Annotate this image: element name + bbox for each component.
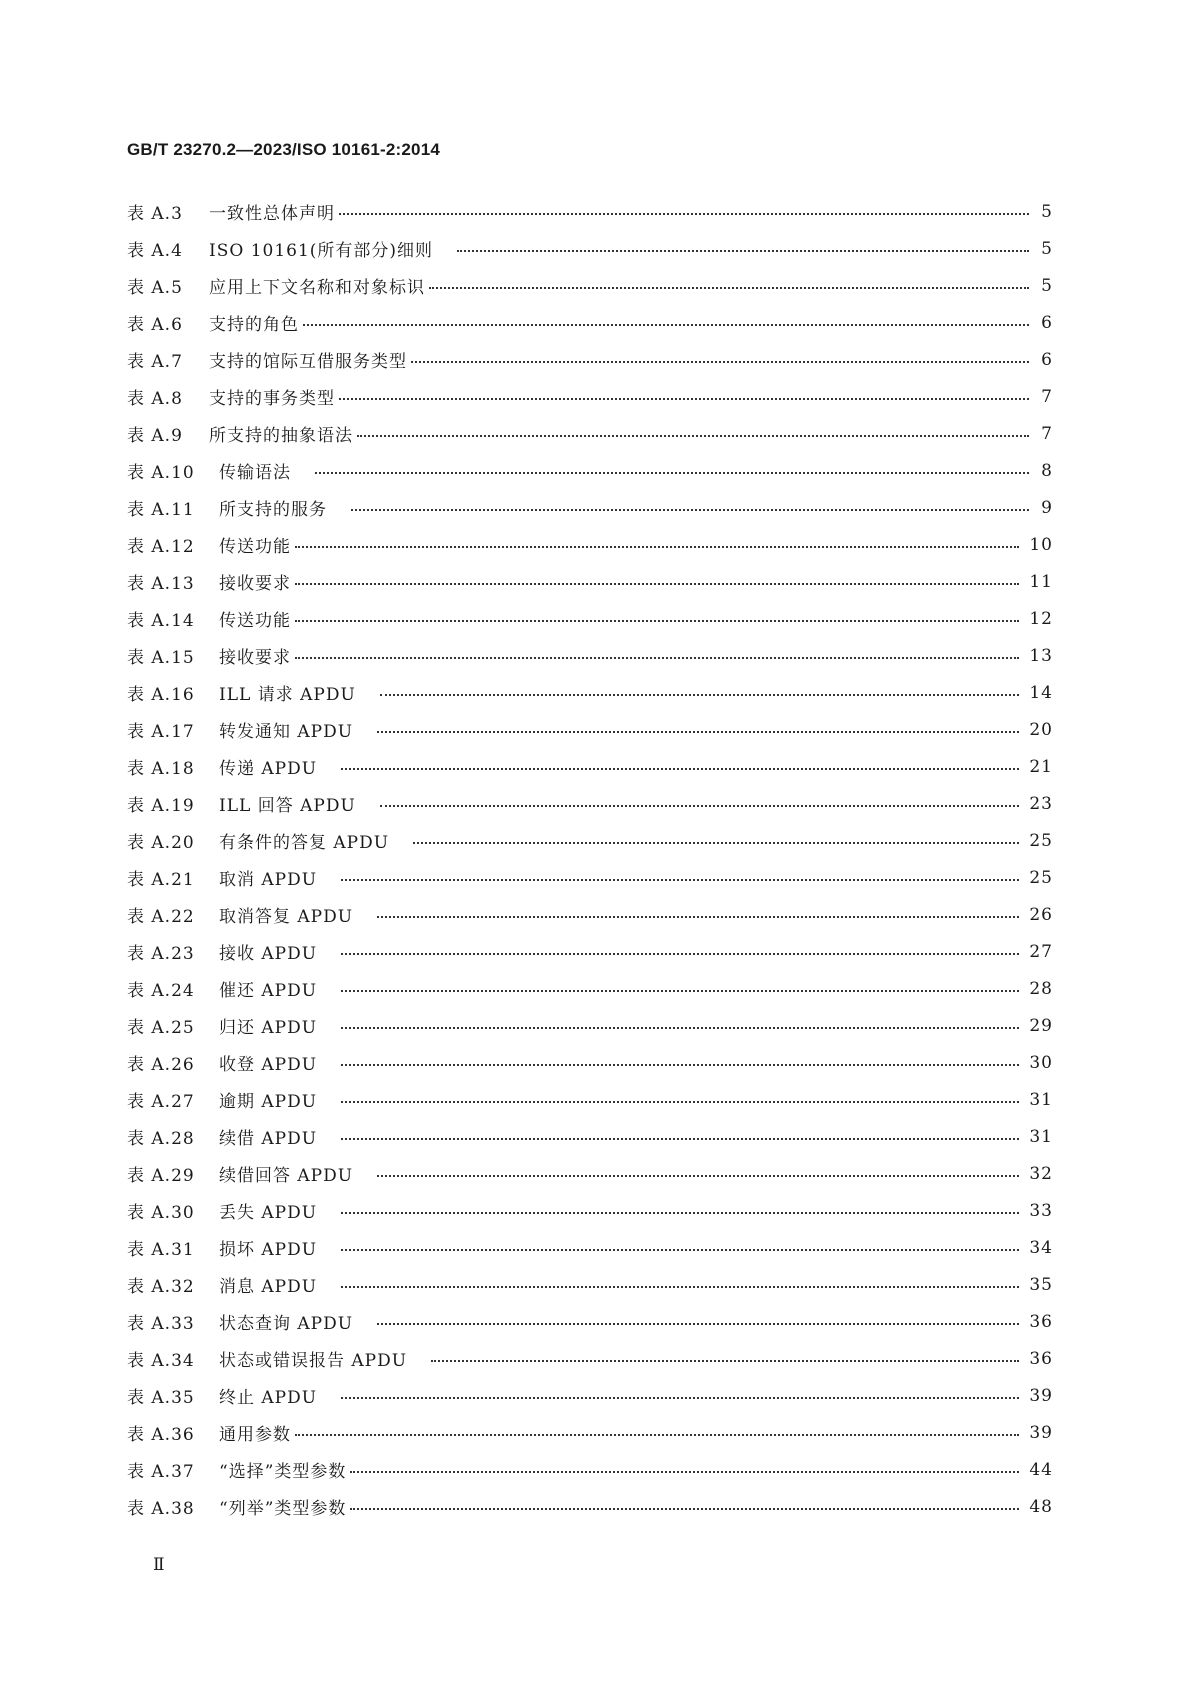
toc-entry-page: 28 (1029, 978, 1053, 999)
toc-entry-label: 表 A.14 (127, 611, 195, 631)
toc-entry-page: 29 (1029, 1015, 1053, 1036)
toc-entry-label: 表 A.29 (127, 1166, 195, 1186)
toc-entry-page: 8 (1041, 460, 1053, 481)
dot-leader (429, 267, 1029, 304)
toc-entry-page: 6 (1041, 312, 1053, 333)
toc-entry-label: 表 A.5 (127, 278, 183, 298)
toc-entry-label: 表 A.15 (127, 648, 195, 668)
dot-leader (295, 563, 1019, 600)
toc-entry[interactable] (127, 1266, 1053, 1303)
toc-entry-title: 接收要求 (219, 648, 291, 668)
dot-leader (341, 1377, 1019, 1414)
toc-entry-label: 表 A.18 (127, 759, 195, 779)
dot-leader (413, 822, 1019, 859)
toc-entry-title: ISO 10161(所有部分)细则 (209, 241, 434, 261)
toc-entry-page: 44 (1029, 1459, 1053, 1480)
dot-leader (341, 859, 1019, 896)
standard-code: GB/T 23270.2—2023/ISO 10161-2:2014 (127, 140, 440, 159)
toc-entry-title: 逾期 APDU (219, 1092, 318, 1112)
toc-entry-title: 所支持的抽象语法 (209, 426, 353, 446)
toc-entry-page: 36 (1029, 1348, 1053, 1369)
toc-entry-label: 表 A.31 (127, 1240, 195, 1260)
toc-entry-page: 26 (1029, 904, 1053, 925)
toc-entry[interactable] (127, 1229, 1053, 1266)
toc-entry-title: 状态查询 APDU (219, 1314, 354, 1334)
toc-entry-title: 消息 APDU (219, 1277, 318, 1297)
toc-entry[interactable] (127, 1340, 1053, 1377)
toc-entry[interactable] (127, 822, 1053, 859)
dot-leader (350, 1488, 1019, 1525)
dot-leader (295, 600, 1019, 637)
toc-entry-page: 21 (1029, 756, 1053, 777)
dot-leader (377, 1155, 1019, 1192)
toc-entry[interactable] (127, 378, 1053, 415)
toc-entry-title: 传递 APDU (219, 759, 318, 779)
dot-leader (377, 1303, 1019, 1340)
toc-entry[interactable] (127, 193, 1053, 230)
dot-leader (341, 748, 1019, 785)
toc-entry-label: 表 A.10 (127, 463, 195, 483)
toc-entry-title: 续借回答 APDU (219, 1166, 354, 1186)
dot-leader (341, 1081, 1019, 1118)
dot-leader (341, 1192, 1019, 1229)
toc-entry-page: 7 (1041, 423, 1053, 444)
dot-leader (341, 1007, 1019, 1044)
dot-leader (411, 341, 1029, 378)
toc-entry-label: 表 A.11 (127, 500, 195, 520)
toc-entry[interactable] (127, 933, 1053, 970)
toc-entry-title: 丢失 APDU (219, 1203, 318, 1223)
toc-entry[interactable] (127, 970, 1053, 1007)
dot-leader (457, 230, 1029, 267)
toc-entry-page: 14 (1029, 682, 1053, 703)
toc-entry[interactable] (127, 674, 1053, 711)
toc-entry-title: 状态或错误报告 APDU (219, 1351, 408, 1371)
toc-entry-label: 表 A.19 (127, 796, 195, 816)
toc-entry[interactable] (127, 1081, 1053, 1118)
dot-leader (295, 637, 1019, 674)
toc-entry-label: 表 A.9 (127, 426, 183, 446)
toc-entry-label: 表 A.30 (127, 1203, 195, 1223)
toc-entry-page: 27 (1029, 941, 1053, 962)
toc-entry-title: 所支持的服务 (219, 500, 327, 520)
toc-entry[interactable] (127, 637, 1053, 674)
dot-leader (295, 526, 1019, 563)
toc-entry-label: 表 A.3 (127, 204, 183, 224)
toc-entry-label: 表 A.16 (127, 685, 195, 705)
toc-entry[interactable] (127, 304, 1053, 341)
toc-entry[interactable] (127, 1377, 1053, 1414)
toc-entry-page: 11 (1029, 571, 1053, 592)
toc-entry-label: 表 A.21 (127, 870, 195, 890)
toc-entry-title: “选择”类型参数 (219, 1462, 347, 1482)
dot-leader (357, 415, 1029, 452)
toc-entry-title: ILL 请求 APDU (219, 685, 356, 705)
toc-entry[interactable] (127, 1488, 1053, 1525)
toc-entry-label: 表 A.38 (127, 1499, 195, 1519)
toc-entry-page: 36 (1029, 1311, 1053, 1332)
toc-entry-label: 表 A.32 (127, 1277, 195, 1297)
toc-entry-page: 39 (1029, 1422, 1053, 1443)
toc-entry-title: 损坏 APDU (219, 1240, 318, 1260)
toc-entry-title: 接收 APDU (219, 944, 318, 964)
toc-entry-title: 取消 APDU (219, 870, 318, 890)
toc-entry-title: ILL 回答 APDU (219, 796, 356, 816)
toc-entry[interactable] (127, 711, 1053, 748)
toc-entry-title: 传输语法 (219, 463, 291, 483)
toc-entry-label: 表 A.27 (127, 1092, 195, 1112)
toc-entry[interactable] (127, 859, 1053, 896)
toc-entry-title: “列举”类型参数 (219, 1499, 347, 1519)
toc-entry-label: 表 A.13 (127, 574, 195, 594)
toc-entry-label: 表 A.23 (127, 944, 195, 964)
dot-leader (315, 452, 1029, 489)
toc-entry-page: 5 (1041, 201, 1053, 222)
toc-entry[interactable] (127, 452, 1053, 489)
toc-entry-title: 通用参数 (219, 1425, 291, 1445)
toc-entry[interactable] (127, 489, 1053, 526)
toc-entry-label: 表 A.4 (127, 241, 183, 261)
table-of-contents (127, 193, 1053, 1525)
toc-entry-title: 接收要求 (219, 574, 291, 594)
toc-entry-title: 转发通知 APDU (219, 722, 354, 742)
toc-entry-page: 10 (1029, 534, 1053, 555)
toc-entry-label: 表 A.12 (127, 537, 195, 557)
dot-leader (341, 1118, 1019, 1155)
toc-entry[interactable] (127, 748, 1053, 785)
dot-leader (341, 970, 1019, 1007)
toc-entry-title: 收登 APDU (219, 1055, 318, 1075)
toc-entry[interactable] (127, 1303, 1053, 1340)
toc-entry-label: 表 A.28 (127, 1129, 195, 1149)
toc-entry[interactable] (127, 896, 1053, 933)
dot-leader (303, 304, 1029, 341)
toc-entry-label: 表 A.22 (127, 907, 195, 927)
toc-entry-label: 表 A.36 (127, 1425, 195, 1445)
toc-entry[interactable] (127, 1044, 1053, 1081)
toc-entry-title: 取消答复 APDU (219, 907, 354, 927)
dot-leader (350, 1451, 1019, 1488)
toc-entry-label: 表 A.20 (127, 833, 195, 853)
dot-leader (341, 1044, 1019, 1081)
toc-entry-page: 6 (1041, 349, 1053, 370)
toc-entry-title: 一致性总体声明 (209, 204, 335, 224)
dot-leader (295, 1414, 1019, 1451)
toc-entry-label: 表 A.25 (127, 1018, 195, 1038)
toc-entry-label: 表 A.37 (127, 1462, 195, 1482)
dot-leader (380, 785, 1020, 822)
toc-entry-page: 25 (1029, 830, 1053, 851)
dot-leader (341, 933, 1019, 970)
toc-entry[interactable] (127, 267, 1053, 304)
document-header (127, 140, 440, 160)
toc-entry-page: 9 (1041, 497, 1053, 518)
dot-leader (341, 1229, 1019, 1266)
toc-entry-title: 有条件的答复 APDU (219, 833, 390, 853)
toc-entry-page: 12 (1029, 608, 1053, 629)
toc-entry-page: 34 (1029, 1237, 1053, 1258)
toc-entry[interactable] (127, 1155, 1053, 1192)
toc-entry-page: 5 (1041, 275, 1053, 296)
dot-leader (339, 193, 1029, 230)
toc-entry-title: 支持的事务类型 (209, 389, 335, 409)
toc-entry[interactable] (127, 600, 1053, 637)
toc-entry-page: 13 (1029, 645, 1053, 666)
toc-entry-page: 30 (1029, 1052, 1053, 1073)
toc-entry-page: 31 (1029, 1126, 1053, 1147)
dot-leader (351, 489, 1029, 526)
toc-entry-title: 催还 APDU (219, 981, 318, 1001)
toc-entry-page: 25 (1029, 867, 1053, 888)
dot-leader (380, 674, 1020, 711)
toc-entry-title: 应用上下文名称和对象标识 (209, 278, 425, 298)
toc-entry[interactable] (127, 1007, 1053, 1044)
toc-entry-page: 33 (1029, 1200, 1053, 1221)
toc-entry-page: 7 (1041, 386, 1053, 407)
toc-entry-page: 20 (1029, 719, 1053, 740)
toc-entry-label: 表 A.8 (127, 389, 183, 409)
toc-entry-title: 支持的角色 (209, 315, 299, 335)
dot-leader (341, 1266, 1019, 1303)
dot-leader (431, 1340, 1019, 1377)
page-number: Ⅱ (153, 1555, 165, 1575)
dot-leader (339, 378, 1029, 415)
toc-entry-title: 传送功能 (219, 537, 291, 557)
toc-entry-page: 31 (1029, 1089, 1053, 1110)
toc-entry-label: 表 A.35 (127, 1388, 195, 1408)
toc-entry-title: 终止 APDU (219, 1388, 318, 1408)
toc-entry[interactable] (127, 563, 1053, 600)
toc-entry-label: 表 A.24 (127, 981, 195, 1001)
toc-entry-page: 48 (1029, 1496, 1053, 1517)
toc-entry-page: 39 (1029, 1385, 1053, 1406)
toc-entry-label: 表 A.6 (127, 315, 183, 335)
toc-entry-page: 5 (1041, 238, 1053, 259)
toc-entry[interactable] (127, 1451, 1053, 1488)
dot-leader (377, 896, 1019, 933)
toc-entry[interactable] (127, 1118, 1053, 1155)
toc-entry-title: 传送功能 (219, 611, 291, 631)
toc-entry[interactable] (127, 1192, 1053, 1229)
toc-entry-title: 续借 APDU (219, 1129, 318, 1149)
toc-entry-title: 归还 APDU (219, 1018, 318, 1038)
toc-entry-page: 35 (1029, 1274, 1053, 1295)
dot-leader (377, 711, 1019, 748)
toc-entry[interactable] (127, 785, 1053, 822)
toc-entry-title: 支持的馆际互借服务类型 (209, 352, 407, 372)
toc-entry-label: 表 A.26 (127, 1055, 195, 1075)
toc-entry-label: 表 A.33 (127, 1314, 195, 1334)
toc-entry[interactable] (127, 230, 1053, 267)
toc-entry[interactable] (127, 341, 1053, 378)
toc-entry[interactable] (127, 1414, 1053, 1451)
toc-entry-page: 32 (1029, 1163, 1053, 1184)
toc-entry-label: 表 A.17 (127, 722, 195, 742)
toc-entry-label: 表 A.34 (127, 1351, 195, 1371)
toc-entry[interactable] (127, 415, 1053, 452)
toc-entry[interactable] (127, 526, 1053, 563)
toc-entry-page: 23 (1029, 793, 1053, 814)
toc-entry-label: 表 A.7 (127, 352, 183, 372)
